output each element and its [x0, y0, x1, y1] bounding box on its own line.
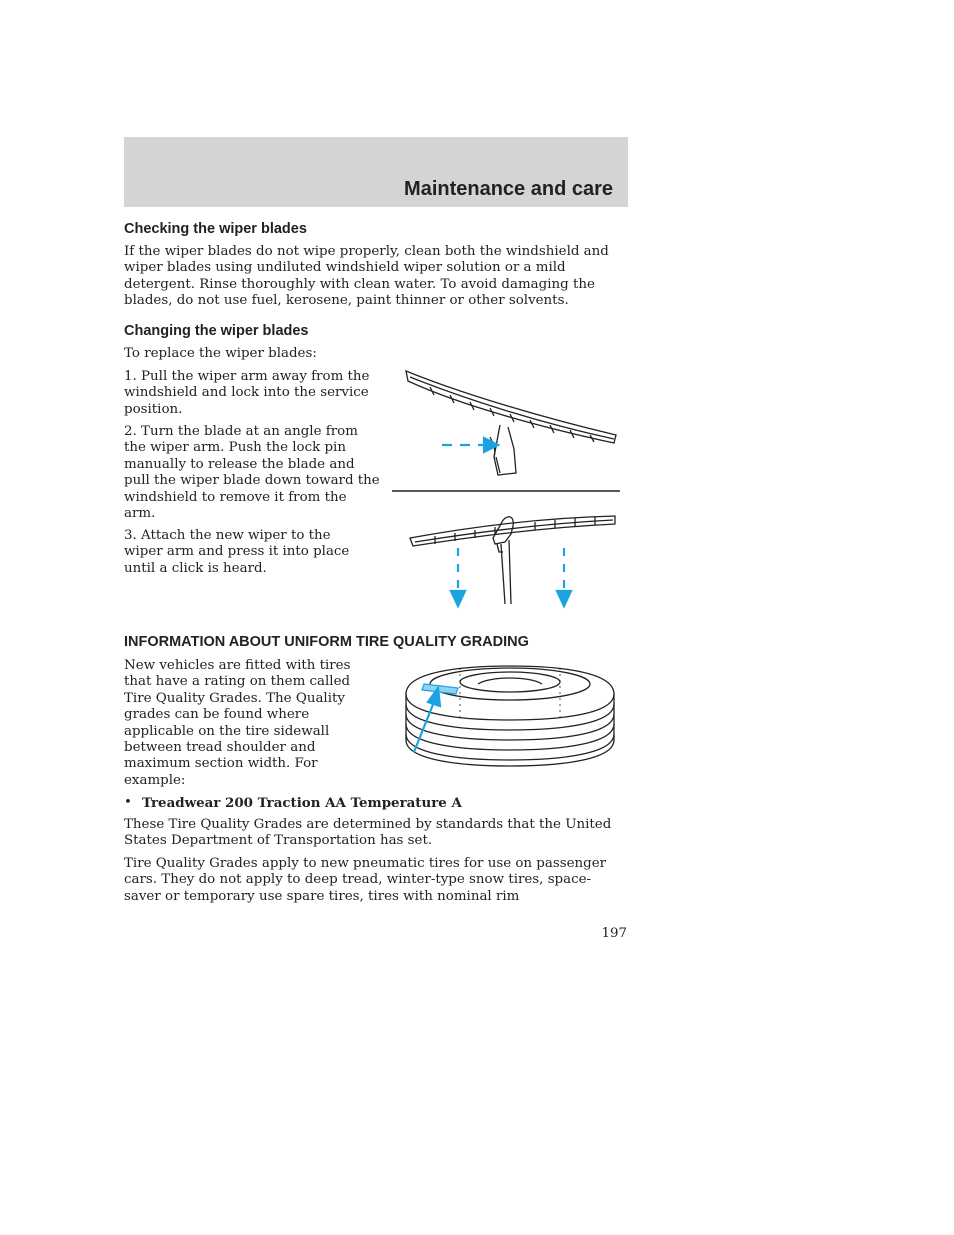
step-2: 2. Turn the blade at an angle from the wiper arm. Push the lock pin manually to release the blade and pull the wiper blade down toward the windshield to remove it from the arm.: [124, 424, 380, 522]
paragraph-utqg-standards: These Tire Quality Grades are determined by standards that the United States Department of Transportation has set.: [124, 817, 612, 849]
heading-checking-wiper-blades: Checking the wiper blades: [124, 221, 307, 237]
wiper-attach-illustration: [405, 510, 620, 610]
heading-uniform-tire-quality-grading: INFORMATION ABOUT UNIFORM TIRE QUALITY GRADING: [124, 634, 529, 650]
page-number: 197: [601, 926, 627, 941]
illustration-divider: [390, 489, 622, 493]
bullet-marker: •: [124, 795, 132, 810]
tire-sidewall-illustration: [400, 662, 620, 772]
wiper-release-illustration: [390, 365, 625, 485]
paragraph-replace-intro: To replace the wiper blades:: [124, 346, 317, 361]
step-1: 1. Pull the wiper arm away from the windshield and lock into the service position.: [124, 369, 370, 417]
step-3: 3. Attach the new wiper to the wiper arm and press it into place until a click is heard.: [124, 528, 350, 576]
section-header-band: [124, 137, 628, 207]
bullet-text: Treadwear 200 Traction AA Temperature A: [142, 795, 462, 811]
paragraph-utqg-intro: New vehicles are fitted with tires that have a rating on them called Tire Quality Grades. The Quality grades can be found where applicable on the tire sidewall between tread shoulder and maximum section width. For example:: [124, 658, 351, 788]
paragraph-utqg-applicability: Tire Quality Grades apply to new pneumatic tires for use on passenger cars. They do not apply to deep tread, winter-type snow tires, space-saver or temporary use spare tires, tires with nominal rim: [124, 856, 607, 904]
heading-changing-wiper-blades: Changing the wiper blades: [124, 323, 309, 339]
section-title: Maintenance and care: [404, 178, 613, 200]
paragraph-checking-wiper-blades: If the wiper blades do not wipe properly, clean both the windshield and wiper blades using undiluted windshield wiper solution or a mild detergent. Rinse thoroughly with clean water. To avoid damaging the blades, do not use fuel, kerosene, paint thinner or other solvents.: [124, 244, 609, 309]
